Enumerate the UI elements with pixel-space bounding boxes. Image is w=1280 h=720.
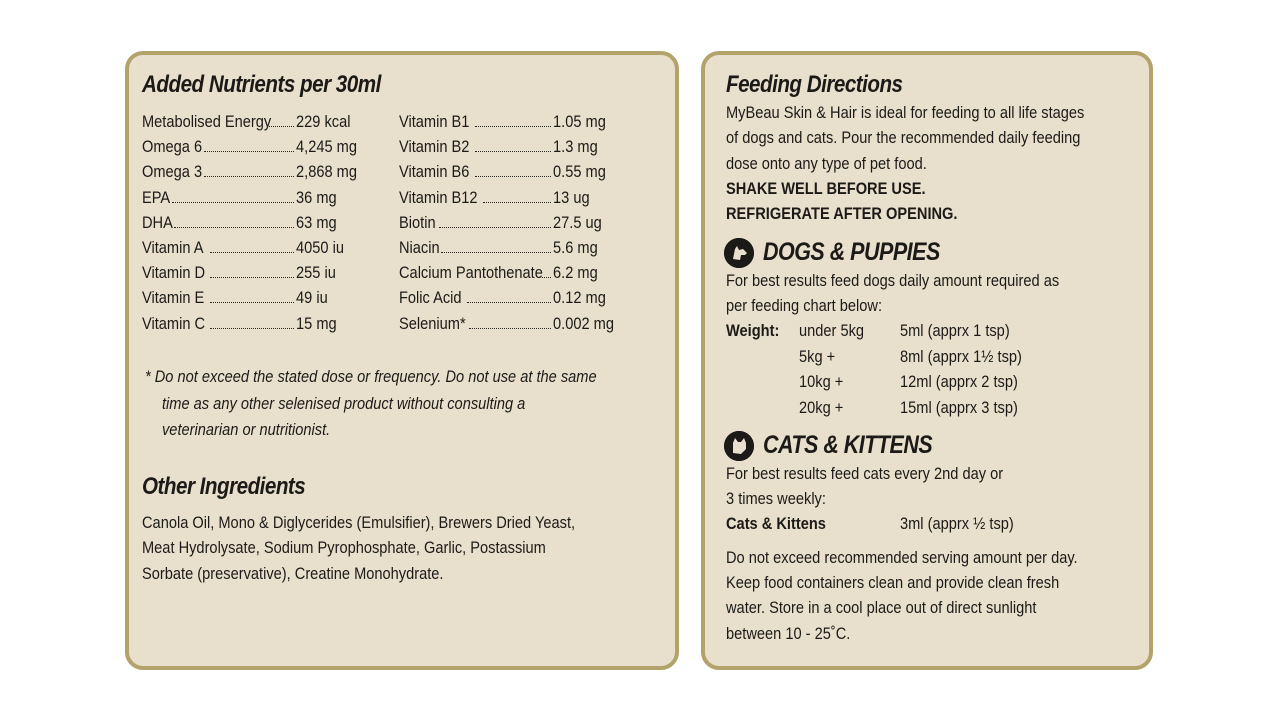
- nutrient-row: [142, 109, 392, 134]
- nutrient-name: Vitamin B2: [399, 137, 470, 157]
- nutrient-name: Vitamin B12: [399, 187, 478, 207]
- dot-leader: [475, 176, 551, 177]
- dot-leader: [475, 126, 551, 127]
- dot-leader: [475, 151, 551, 152]
- nutrient-row: [399, 260, 659, 285]
- dot-leader: [204, 151, 294, 152]
- cats-dose-label: Cats & Kittens: [726, 514, 826, 533]
- ingredients-line: Sorbate (preservative), Creatine Monohydrate.: [142, 564, 444, 583]
- nutrient-row: [142, 159, 392, 184]
- nutrient-value: 15 mg: [296, 313, 337, 333]
- nutrient-value: 1.3 mg: [553, 137, 598, 157]
- footnote-line: time as any other selenised product without consulting a: [162, 394, 526, 413]
- nutrient-row: [399, 210, 659, 235]
- dot-leader: [174, 227, 294, 228]
- nutrient-value: 63 mg: [296, 212, 337, 232]
- nutrient-value: 49 iu: [296, 288, 328, 308]
- dot-leader: [469, 328, 551, 329]
- intro-line: MyBeau Skin & Hair is ideal for feeding to all life stages: [726, 103, 1085, 122]
- weight-label: Weight:: [726, 321, 780, 340]
- cats-line: For best results feed cats every 2nd day or: [726, 464, 1004, 483]
- cats-line: 3 times weekly:: [726, 489, 826, 508]
- dot-leader: [210, 252, 294, 253]
- nutrient-name: Vitamin E: [142, 288, 205, 308]
- nutrients-title: Added Nutrients per 30ml: [142, 71, 381, 98]
- nutrient-value: 0.002 mg: [553, 313, 614, 333]
- nutrient-row: [399, 311, 659, 336]
- footnote-line: veterinarian or nutritionist.: [162, 420, 331, 439]
- dog-weight: 10kg +: [799, 372, 844, 391]
- nutrient-row: [142, 134, 392, 159]
- dot-leader: [467, 302, 551, 303]
- dog-head-icon: [724, 238, 754, 268]
- nutrient-value: 2,868 mg: [296, 162, 357, 182]
- nutrient-row: [142, 311, 392, 336]
- other-ingredients-title: Other Ingredients: [142, 473, 306, 500]
- nutrient-value: 4050 iu: [296, 237, 344, 257]
- dog-dose: 5ml (apprx 1 tsp): [900, 321, 1010, 340]
- dog-weight: under 5kg: [799, 321, 865, 340]
- closing-line: Do not exceed recommended serving amount per day.: [726, 548, 1078, 567]
- dot-leader: [269, 126, 294, 127]
- dot-leader: [172, 202, 294, 203]
- dog-dose: 8ml (apprx 1½ tsp): [900, 346, 1022, 366]
- nutrient-name: Selenium*: [399, 313, 466, 333]
- cat-head-icon: [724, 431, 754, 461]
- nutrient-value: 4,245 mg: [296, 137, 357, 157]
- nutrient-name: Folic Acid: [399, 288, 462, 308]
- nutrient-value: 0.12 mg: [553, 288, 606, 308]
- closing-line: between 10 - 25˚C.: [726, 624, 851, 643]
- cats-title: CATS & KITTENS: [763, 431, 933, 459]
- nutrient-name: Niacin: [399, 237, 440, 257]
- closing-line: Keep food containers clean and provide clean fresh: [726, 573, 1060, 592]
- nutrient-value: 5.6 mg: [553, 237, 598, 257]
- nutrient-value: 229 kcal: [296, 112, 351, 131]
- nutrient-row: [142, 210, 392, 235]
- nutrient-row: [142, 260, 392, 285]
- nutrient-value: 0.55 mg: [553, 162, 606, 182]
- dog-weight: 20kg +: [799, 397, 844, 417]
- cats-dose-value: 3ml (apprx ½ tsp): [900, 514, 1014, 533]
- dot-leader: [542, 277, 551, 278]
- nutrient-name: Calcium Pantothenate: [399, 263, 543, 283]
- nutrient-name: Metabolised Energy: [142, 112, 272, 131]
- nutrient-value: 255 iu: [296, 263, 336, 283]
- closing-line: water. Store in a cool place out of direct sunlight: [726, 598, 1037, 617]
- nutrient-value: 13 ug: [553, 187, 590, 207]
- nutrient-value: 27.5 ug: [553, 212, 602, 232]
- ingredients-line: Canola Oil, Mono & Diglycerides (Emulsifier), Brewers Dried Yeast,: [142, 513, 576, 532]
- nutrient-row: [142, 185, 392, 210]
- dog-weight: 5kg +: [799, 346, 836, 366]
- ingredients-line: Meat Hydrolysate, Sodium Pyrophosphate, Garlic, Postassium: [142, 538, 546, 557]
- dog-dose: 12ml (apprx 2 tsp): [900, 372, 1018, 391]
- dot-leader: [439, 227, 551, 228]
- nutrient-name: Vitamin B1: [399, 112, 470, 131]
- dog-dose: 15ml (apprx 3 tsp): [900, 397, 1018, 417]
- nutrient-name: DHA: [142, 212, 173, 232]
- nutrient-name: Omega 6: [142, 137, 203, 157]
- dogs-line: per feeding chart below:: [726, 296, 883, 315]
- nutrient-row: [399, 134, 659, 159]
- nutrient-name: Vitamin B6: [399, 162, 470, 182]
- nutrient-row: [399, 109, 659, 134]
- nutrients-list-right: [399, 109, 659, 336]
- nutrient-name: Vitamin A: [142, 237, 204, 257]
- nutrient-row: [399, 185, 659, 210]
- nutrient-name: Biotin: [399, 212, 436, 232]
- dot-leader: [210, 328, 294, 329]
- nutrients-list-left: [142, 109, 392, 336]
- footnote-line: * Do not exceed the stated dose or frequency. Do not use at the same: [145, 367, 597, 386]
- nutrient-value: 1.05 mg: [553, 112, 606, 131]
- dogs-line: For best results feed dogs daily amount required as: [726, 271, 1060, 290]
- nutrient-row: [142, 235, 392, 260]
- dogs-title: DOGS & PUPPIES: [763, 238, 940, 266]
- nutrient-row: [399, 159, 659, 184]
- feeding-title: Feeding Directions: [726, 71, 903, 98]
- nutrient-row: [399, 235, 659, 260]
- nutrient-value: 6.2 mg: [553, 263, 598, 283]
- nutrient-name: Vitamin D: [142, 263, 206, 283]
- dot-leader: [210, 302, 294, 303]
- dot-leader: [204, 176, 294, 177]
- shake-warning: SHAKE WELL BEFORE USE.: [726, 179, 926, 198]
- dot-leader: [483, 202, 551, 203]
- nutrient-row: [399, 285, 659, 310]
- refrigerate-warning: REFRIGERATE AFTER OPENING.: [726, 204, 958, 223]
- dot-leader: [210, 277, 294, 278]
- intro-line: of dogs and cats. Pour the recommended daily feeding: [726, 128, 1081, 147]
- nutrient-name: Omega 3: [142, 162, 203, 182]
- nutrient-row: [142, 285, 392, 310]
- nutrient-name: EPA: [142, 187, 171, 207]
- nutrient-value: 36 mg: [296, 187, 337, 207]
- dot-leader: [441, 252, 551, 253]
- intro-line: dose onto any type of pet food.: [726, 154, 927, 173]
- nutrient-name: Vitamin C: [142, 313, 206, 333]
